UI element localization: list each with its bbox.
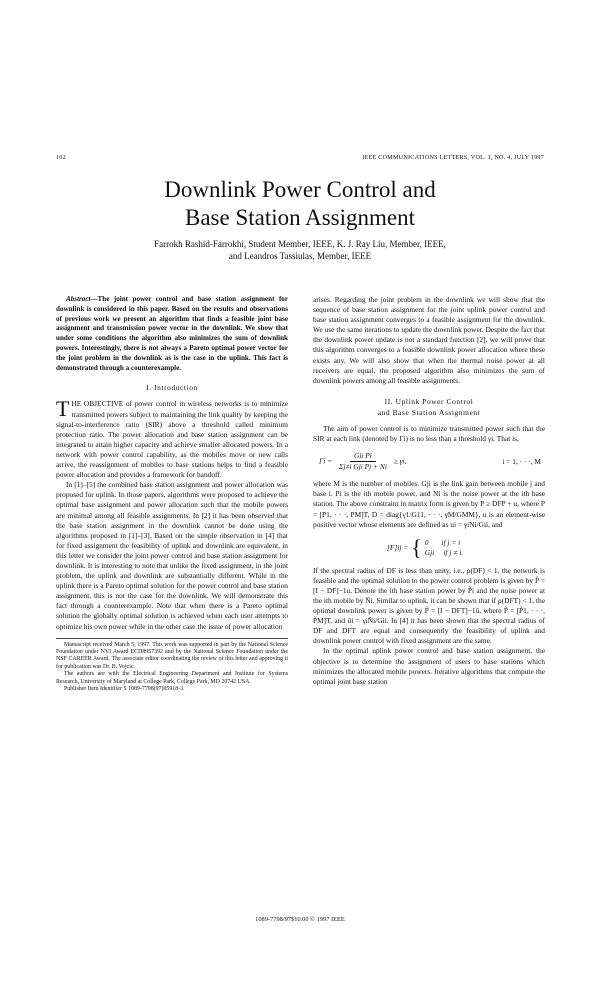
matrix-f-case-1: 0 if j = i [424,537,461,547]
left-column [56,295,288,693]
footnote [56,638,288,694]
paper-title [60,176,540,232]
author-list [60,238,540,262]
matrix-f-case-2: Gji if j ≠ i. [424,547,464,557]
right-paragraph-1: arises. Regarding the joint problem in the downlink we will show that the sequence of base station assignment for the joint uplink power control and base station assignment converges to a feasible assignment for the downlink. We use the same iterations to update the downlink power. Despite the fact that the downlink power update is not a standard function [2], we will prove that this algorithm converges to a feasible downlink power allocation where these exists any. We will also show that when the thermal noise power at all receivers are equal, the proposed algorithm also minimizes the sum of downlink powers among all feasible assignments. [313,295,545,385]
footnote-identifier: Publisher Item Identifier S 1089-7798(97)05918-3. [64,686,185,693]
sir-denominator: Σj≠i Gji Pj + Ni [338,462,387,472]
abstract-text: The joint power control and base station assignment for downlink is considered in this paper. Based on the results and observations of previous work we present an algorithm that finds a feasible joint base assignment and transmission power vector in the downlink. We show that under some conditions the algorithm also minimizes the sum of downlink powers. Interestingly, there is not always a Pareto optimal power vector for the joint problem in the downlink as is the case in the uplink. This fact is demonstrated through a counterexample. [56,295,288,372]
section-2-heading-line-2: and Base Station Assignment [377,407,481,417]
section-2-paragraph-2: where M is the number of mobiles. Gji is the link gain between mobile j and base i. Pi is the ith mobile power, and Ni is the noise power at the ith base station. The above constraint in matrix form is given by P ≥ DFP + u, where P = [P1, · · ·, PM]T, D = diag{γ1/G11, · · ·, γM/GMM}, u is an element-wise positive vector whose elements are defined as ui = γiNi/Gii, and [313,479,545,529]
sir-lhs-text: Γi = [319,456,333,466]
section-2-paragraph-4: In the optimal uplink power control and base station assignment, the objective is to determine the assignment of users to base stations which minimizes the allocated mobile powers. Iterative algorithms that compute the optimal joint base station [313,646,545,686]
sir-equation-lhs [313,451,406,472]
matrix-f-lhs: [F]ij = [387,542,409,552]
copyright-line: 1089-7798/97$10.00 © 1997 IEEE [255,916,345,923]
abstract-label: Abstract— [66,295,98,303]
footnote-manuscript: Manuscript received March 5, 1997. This work was supported in part by the National Science Foundation under NYI Award ECD8957392 and by the National Science Foundation under the NSF CAREER Award. The associate editor coordinating the review of this letter and approving it for publication was Dr. B. Vojcic. [56,641,288,670]
section-1-heading: I. Introduction [146,383,198,393]
abstract [56,295,288,373]
drop-cap: T [56,396,70,422]
right-column [313,295,545,687]
title-line-2: Base Station Assignment [185,205,415,230]
page-number: 102 [56,154,66,161]
journal-header: IEEE COMMUNICATIONS LETTERS, VOL. 1, NO. 4, JULY 1997 [362,154,544,161]
authors-line-1: Farrokh Rashid-Farrokhi, Student Member, IEEE, K. J. Ray Liu, Member, IEEE, [154,239,446,249]
section-2-heading-line-1: II. Uplink Power Control [384,396,474,406]
sir-fraction [337,451,389,472]
sir-numerator: Gii Pi [350,451,376,462]
footnote-affiliation: The authors are with the Electrical Engineering Department and Institute for Systems Research, University of Maryland at College Park, College Park, MD 20742 USA. [56,671,288,685]
section-2-paragraph-1: The aim of power control is to minimize transmitted power such that the SIR at each link (denoted by Γi) is no less than a threshold γi. That is, [313,423,545,443]
intro-paragraph-1 [56,396,288,480]
title-line-1: Downlink Power Control and [164,177,436,202]
left-brace: { [411,534,422,560]
sir-condition: i = 1, · · ·, M [502,456,541,466]
section-2-paragraph-3: If the spectral radius of DF is less than unity, i.e., ρ(DF) < 1, the network is feasible and the optimal solution to the power control problem is given by P̂ = [I − DF]−1u. Denote the ith base station power by P̃i and the noise power at the ith mobile by Ñi. Similar to uplink, it can be shown that if ρ(DFT) < 1, the optimal downlink power is given by P̂ = [I − DFT]−1ũ, where P̃ = [P̃1, · · ·, P̃M]T, and ũi = γiÑi/Gii. In [4] it has been shown that the spectral radius of DF and DFT are equal and consequently the feasibility of uplink and downlink power control with fixed assignment are the same. [313,565,545,646]
intro-paragraph-1-text: HE OBJECTIVE of power control in wireless networks is to minimize transmitted powers subject to maintaining the link quality by keeping the signal-to-interference ratio (SIR) above a threshold called minimum protection ratio. The power allocation and base station assignment can be integrated to attain higher capacity and achieve smaller allocated powers. In a network with power control capability, as the mobiles move or new calls arrive, the reassignment of mobiles to base stations helps to find a feasible power allocation and provides a framework for handoff. [56,399,288,480]
section-2-heading [313,396,545,418]
matrix-f-definition [387,534,545,560]
intro-paragraph-2: In [1]–[5] the combined base station assignment and power allocation was proposed for uplink. In those papers, algorithms were proposed to achieve the optimal base assignment and power allocation such that the mobile powers are minimal among all feasible assignments. In [2] it has been observed that the base station assignment in the downlink cannot be done using the algorithms proposed in [1]–[3]. Based on the simple observation in [4] that for fixed assignment the feasibility of uplink and downlink are equivalent, in this letter we consider the joint power control and base station assignment for downlink. It is interesting to note that unlike the fixed assignment, in the joint problem, the uplink and downlink are substantially different. While in the uplink there is a Pareto optimal solution for the power control and base station assignment, this is not the case for the downlink. We will demonstrate this fact through a counterexample. Note that when there is a Pareto optimal solution the globally optimal solution is achieved when each user attempts to optimize his own power while in the other case the issue of power allocation [56,480,288,631]
sir-rhs-text: ≥ γi, [393,456,407,466]
matrix-f-cases [425,538,463,558]
authors-line-2: and Leandros Tassiulas, Member, IEEE [228,251,372,261]
sir-equation [313,451,545,472]
